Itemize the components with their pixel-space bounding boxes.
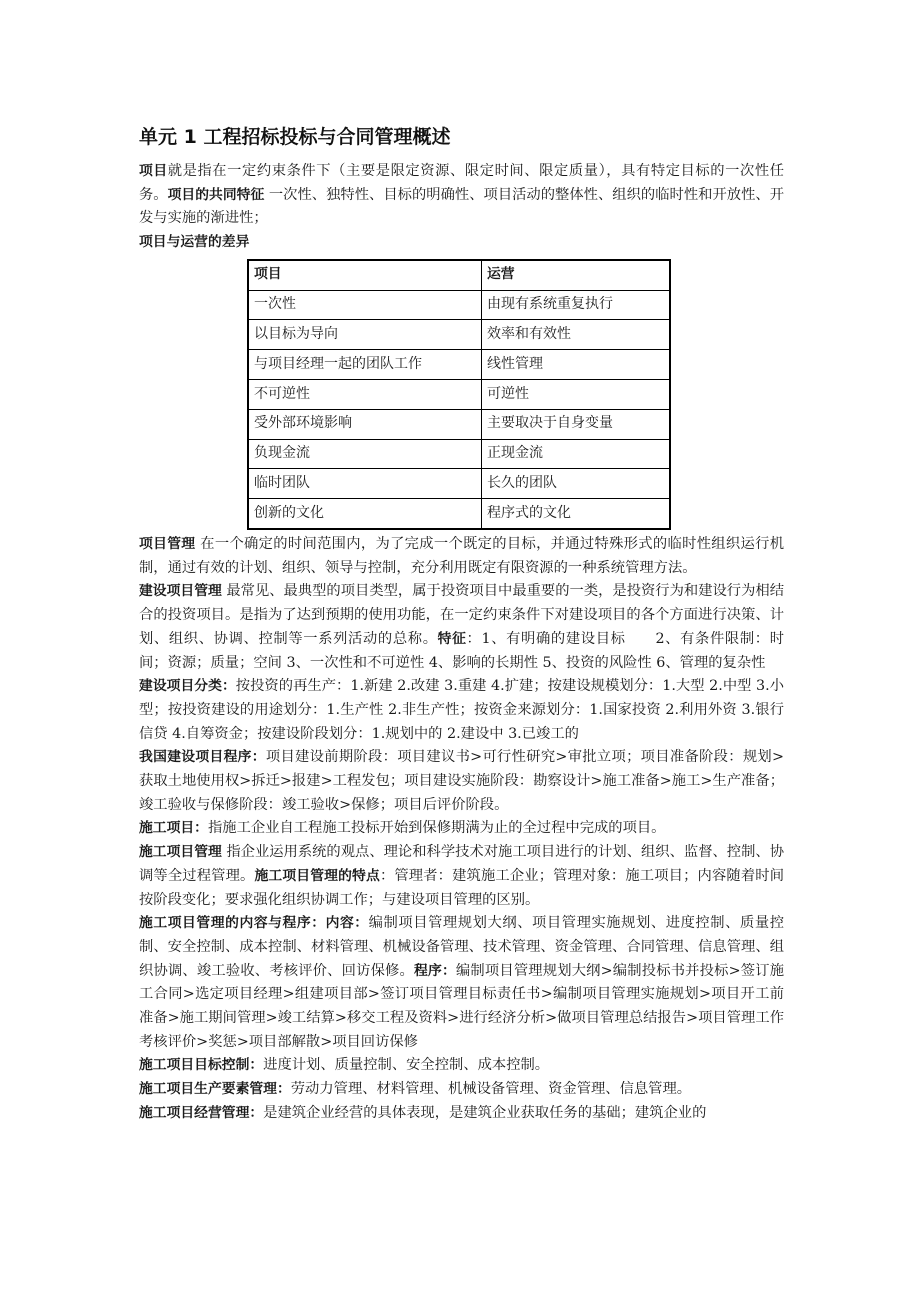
term-project-procedure: 我国建设项目程序：	[139, 749, 266, 766]
text-management-content: 编制项目管理规划大纲、项目管理实施规划、进度控制、质量控制、安全控制、成本控制、材料管理、机械设备管理、技术管理、资金管理、合同管理、信息管理、组织协调、竣工验收、考核评价、回访保修。	[139, 915, 784, 979]
term-management-content: 施工项目管理的内容与程序：内容：	[139, 915, 369, 932]
paragraph-project-definition	[139, 160, 784, 231]
table-row	[248, 380, 670, 410]
text-project-procedure: 项目建设前期阶段：项目建议书>可行性研究>审批立项；项目准备阶段：规划>获取土地使用权>拆迁>报建>工程发包；项目建设实施阶段：勘察设计>施工准备>施工>生产准备；竣工验收与保修阶段：竣工验收>保修；项目后评价阶段。	[139, 749, 785, 813]
table-cell: 程序式的文化	[482, 499, 671, 529]
paragraph-construction-project	[139, 817, 784, 841]
table-cell: 与项目经理一起的团队工作	[248, 350, 482, 380]
term-procedure: 程序：	[414, 962, 456, 979]
term-common-features: 项目的共同特征	[167, 186, 265, 203]
term-target-control: 施工项目目标控制：	[139, 1057, 264, 1074]
comparison-table	[247, 259, 671, 530]
text-management-characteristics: ：管理者：建筑施工企业；管理对象：施工项目；内容随着时间按阶段变化；要求强化组织协调工作；与建设项目管理的区别。	[139, 867, 785, 908]
table-row	[248, 320, 670, 350]
text-construction-project: 指施工企业自工程施工投标开始到保修期满为止的全过程中完成的项目。	[207, 820, 666, 837]
text-operation-management: 是建筑企业经营的具体表现，是建筑企业获取任务的基础；建筑企业的	[263, 1104, 707, 1121]
term-construction-management: 施工项目管理	[139, 844, 222, 861]
table-header-row	[248, 260, 670, 290]
table-cell: 不可逆性	[248, 380, 482, 410]
paragraph-management-content	[139, 912, 784, 1054]
text-target-control: 进度计划、质量控制、安全控制、成本控制。	[263, 1057, 550, 1074]
table-row	[248, 439, 670, 469]
text-common-features: 一次性、独特性、目标的明确性、项目活动的整体性、组织的临时性和开放性、开发与实施的渐进性；	[139, 186, 785, 227]
term-project: 项目	[139, 163, 168, 179]
text-construction-management: 指企业运用系统的观点、理论和科学技术对施工项目进行的计划、组织、监督、控制、协调等全过程管理。	[139, 844, 784, 884]
paragraph-target-control	[139, 1054, 784, 1078]
paragraph-operation-management	[139, 1102, 784, 1126]
paragraph-project-procedure	[139, 746, 784, 817]
table-row	[248, 499, 670, 529]
table-cell: 受外部环境影响	[248, 409, 482, 439]
table-heading: 项目与运营的差异	[139, 234, 250, 251]
table-cell: 可逆性	[482, 380, 671, 410]
term-production-factors: 施工项目生产要素管理：	[139, 1081, 291, 1098]
text-features: ：1、有明确的建设目标 2、有条件限制：时间；资源；质量；空间 3、一次性和不可逆性 4、影响的长期性 5、投资的风险性 6、管理的复杂性	[139, 630, 785, 671]
term-construction-project: 施工项目：	[139, 820, 208, 837]
table-cell: 一次性	[248, 290, 482, 320]
text-project-definition: 就是指在一定约束条件下（主要是限定资源、限定时间、限定质量），具有特定目标的一次性任务。	[139, 163, 784, 203]
table-cell: 线性管理	[482, 350, 671, 380]
table-cell: 以目标为导向	[248, 320, 482, 350]
term-management-characteristics: 施工项目管理的特点	[254, 867, 380, 884]
table-cell: 负现金流	[248, 439, 482, 469]
text-construction-project-management: 最常见、最典型的项目类型，属于投资项目中最重要的一类，是投资行为和建设行为相结合的投资项目。是指为了达到预期的使用功能，在一定约束条件下对建设项目的各个方面进行决策、计划、组织、协调、控制等一系列活动的总称。	[139, 583, 784, 647]
table-row	[248, 469, 670, 499]
paragraph-construction-management	[139, 841, 784, 912]
table-cell: 长久的团队	[482, 469, 671, 499]
paragraph-project-management	[139, 533, 784, 580]
table-row	[248, 409, 670, 439]
document-page	[139, 124, 784, 1126]
table-row	[248, 290, 670, 320]
term-construction-project-management: 建设项目管理	[139, 583, 222, 600]
paragraph-production-factors	[139, 1078, 784, 1102]
term-project-classification: 建设项目分类：	[139, 678, 236, 695]
table-cell: 效率和有效性	[482, 320, 671, 350]
table-cell: 正现金流	[482, 439, 671, 469]
table-cell: 临时团队	[248, 469, 482, 499]
term-project-management: 项目管理	[139, 535, 196, 552]
term-features: 特征	[437, 630, 467, 647]
table-header-project: 项目	[248, 260, 482, 290]
text-project-classification: 按投资的再生产：1.新建 2.改建 3.重建 4.扩建；按建设规模划分：1.大型 2.中型 3.小型；按投资建设的用途划分：1.生产性 2.非生产性；按资金来源划分：1.国家投资 2.利用外资 3.银行信贷 4.自筹资金；按建设阶段划分：1.规划中的 2.建设中 3.已竣工的	[139, 678, 784, 742]
table-cell: 创新的文化	[248, 499, 482, 529]
text-production-factors: 劳动力管理、材料管理、机械设备管理、资金管理、信息管理。	[290, 1081, 692, 1098]
text-procedure: 编制项目管理规划大纲>编制投标书并投标>签订施工合同>选定项目经理>组建项目部>签订项目管理目标责任书>编制项目管理实施规划>项目开工前准备>施工期间管理>竣工结算>移交工程及资料>进行经济分析>做项目管理总结报告>项目管理工作考核评价>奖惩>项目部解散>项目回访保修	[139, 962, 784, 1050]
unit-title: 单元 1 工程招标投标与合同管理概述	[139, 126, 451, 148]
table-cell: 由现有系统重复执行	[482, 290, 671, 320]
paragraph-project-classification	[139, 675, 784, 746]
table-header-operation: 运营	[482, 260, 671, 290]
table-cell: 主要取决于自身变量	[482, 409, 671, 439]
text-project-management: 在一个确定的时间范围内，为了完成一个既定的目标，并通过特殊形式的临时性组织运行机制，通过有效的计划、组织、领导与控制，充分利用既定有限资源的一种系统管理方法。	[139, 535, 784, 576]
paragraph-construction-project-management	[139, 580, 784, 675]
term-operation-management: 施工项目经营管理：	[139, 1104, 264, 1121]
table-row	[248, 350, 670, 380]
